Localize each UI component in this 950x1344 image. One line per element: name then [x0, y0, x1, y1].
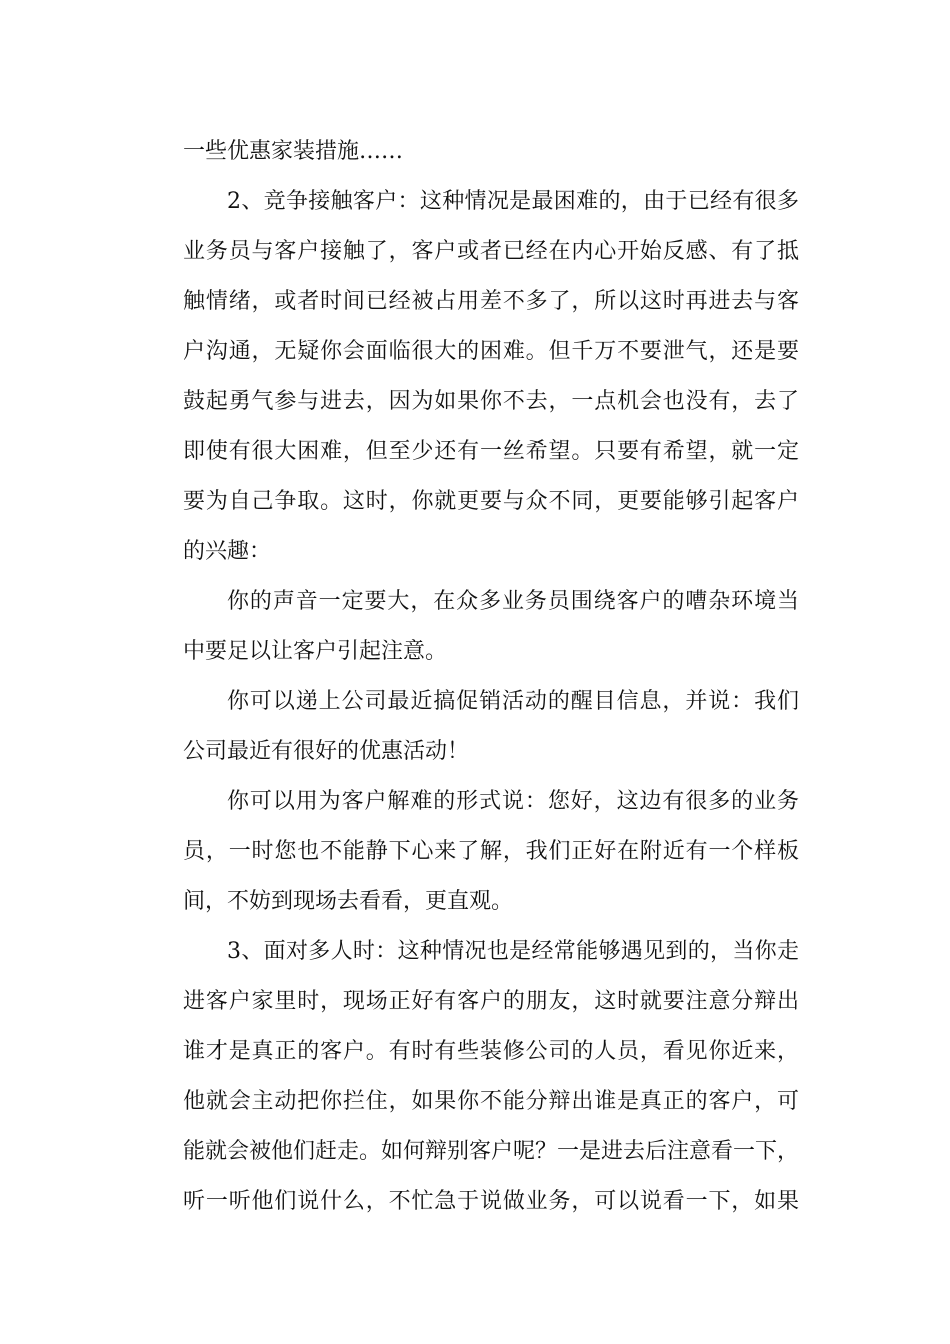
text-line: 公司最近有很好的优惠活动！ — [183, 739, 470, 764]
document-body — [183, 127, 799, 1227]
text-line: 触情绪，或者时间已经被占用差不多了，所以这时再进去与客 — [183, 289, 799, 314]
text-line: 要为自己争取。这时，你就更要与众不同，更要能够引起客户 — [183, 489, 799, 514]
paragraph-start-line: 3、面对多人时：这种情况也是经常能够遇见到的，当你走 — [227, 939, 799, 964]
paragraph-start-line: 你的声音一定要大，在众多业务员围绕客户的嘈杂环境当 — [227, 589, 799, 614]
text-line: 的兴趣： — [183, 539, 272, 564]
paragraph-start-line: 你可以递上公司最近搞促销活动的醒目信息，并说：我们 — [227, 689, 799, 714]
text-line: 进客户家里时，现场正好有客户的朋友，这时就要注意分辩出 — [183, 989, 799, 1014]
text-line: 谁才是真正的客户。有时有些装修公司的人员，看见你近来， — [183, 1039, 799, 1064]
text-line: 能就会被他们赶走。如何辩别客户呢？一是进去后注意看一下， — [183, 1139, 800, 1164]
text-line: 一些优惠家装措施…… — [183, 139, 404, 164]
text-line: 间，不妨到现场去看看，更直观。 — [183, 889, 514, 914]
text-line: 即使有很大困难，但至少还有一丝希望。只要有希望，就一定 — [183, 439, 799, 464]
paragraph-start-line: 你可以用为客户解难的形式说：您好，这边有很多的业务 — [227, 789, 799, 814]
text-line: 中要足以让客户引起注意。 — [183, 639, 448, 664]
text-line: 业务员与客户接触了，客户或者已经在内心开始反感、有了抵 — [183, 239, 799, 264]
text-line: 员，一时您也不能静下心来了解，我们正好在附近有一个样板 — [183, 839, 799, 864]
text-line: 鼓起勇气参与进去，因为如果你不去，一点机会也没有，去了 — [183, 389, 799, 414]
text-line: 他就会主动把你拦住，如果你不能分辩出谁是真正的客户，可 — [183, 1089, 799, 1114]
paragraph-start-line: 2、竞争接触客户：这种情况是最困难的，由于已经有很多 — [227, 189, 799, 214]
text-line: 听一听他们说什么，不忙急于说做业务，可以说看一下，如果 — [183, 1189, 799, 1214]
text-line: 户沟通，无疑你会面临很大的困难。但千万不要泄气，还是要 — [183, 339, 799, 364]
